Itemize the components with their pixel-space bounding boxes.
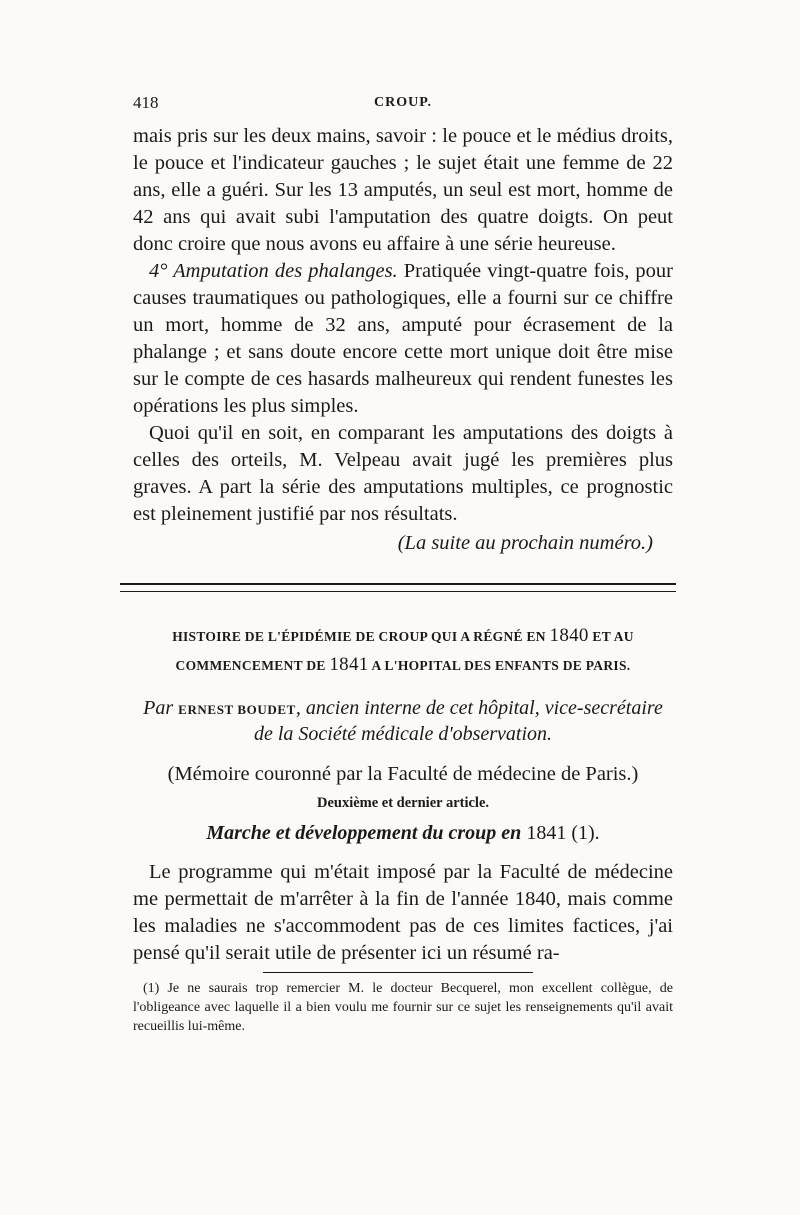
title-line-2-end: A L'HOPITAL DES ENFANTS DE PARIS.	[368, 658, 631, 673]
paragraph-1: mais pris sur les deux mains, savoir : le pouce et le médius droits, le pouce et l'indicateur gauches ; le sujet était une femme de 22 ans, elle a guéri. Sur les 13 amputés, un seul est mort, homme de 42 ans qui avait subi l'amputation des quatre doigts. On peut donc croire que nous avons eu affaire à une série heureuse.	[133, 125, 673, 255]
footnote-rule	[263, 972, 533, 973]
byline	[133, 696, 673, 747]
author-name: ERNEST BOUDET	[178, 702, 296, 717]
title-line-1-end: ET AU	[588, 629, 634, 644]
title-year-1841: 1841	[329, 654, 369, 675]
page-number: 418	[133, 93, 159, 112]
award-note: (Mémoire couronné par la Faculté de médecine de Paris.)	[167, 763, 639, 785]
title-line-2-text: COMMENCEMENT DE	[175, 658, 330, 673]
paragraph-article-1: Le programme qui m'était imposé par la Faculté de médecine me permettait de m'arrêter à la fin de l'année 1840, mais comme les maladies ne s'accommodent pas de ces limites factices, j'ai pensé qu'il serait utile de présenter ici un résumé ra-	[133, 861, 673, 964]
subsection-heading	[133, 822, 673, 845]
subsection-year: 1841 (1).	[526, 822, 600, 844]
running-head	[133, 93, 673, 123]
amputation-phalanges-heading: 4° Amputation des phalanges.	[149, 260, 398, 282]
title-line-1-text: HISTOIRE DE L'ÉPIDÉMIE DE CROUP QUI A RÉGNÉ EN	[172, 629, 550, 644]
article-title-line-2	[133, 651, 673, 680]
double-rule-divider	[120, 583, 676, 592]
continued-note: (La suite au prochain numéro.)	[397, 532, 653, 554]
paragraph-2	[133, 258, 673, 420]
title-year-1840: 1840	[549, 625, 589, 646]
running-title: CROUP.	[374, 95, 432, 110]
paragraph-2-text: Pratiquée vingt-quatre fois, pour causes traumatiques ou pathologiques, elle a fourni sur ce chiffre un mort, homme de 32 ans, amputé pour écrasement de la phalange ; et sans doute encore cette mort unique doit être mise sur le compte de ces hasards malheureux qui rendent funestes les opérations les plus simples.	[133, 260, 673, 417]
page	[133, 93, 673, 1050]
byline-par: Par	[143, 697, 179, 719]
paragraph-3: Quoi qu'il en soit, en comparant les amputations des doigts à celles des orteils, M. Velpeau avait jugé les premières plus graves. A part la série des amputations multiples, ce prognostic est pleinement justifié par nos résultats.	[133, 422, 673, 525]
part-label: Deuxième et dernier article.	[316, 795, 490, 811]
author-role: , ancien interne de cet hôpital, vice-secrétaire de la Société médicale d'observation.	[253, 697, 663, 745]
footnote: (1) Je ne saurais trop remercier M. le docteur Becquerel, mon excellent collègue, de l'obligeance avec laquelle il a bien voulu me fournir sur ce sujet les renseignements qu'il avait recueillis lui-même.	[133, 981, 673, 1034]
article-title-line-1	[133, 622, 673, 651]
subsection-heading-text: Marche et développement du croup en	[206, 822, 527, 844]
article-title	[133, 622, 673, 680]
